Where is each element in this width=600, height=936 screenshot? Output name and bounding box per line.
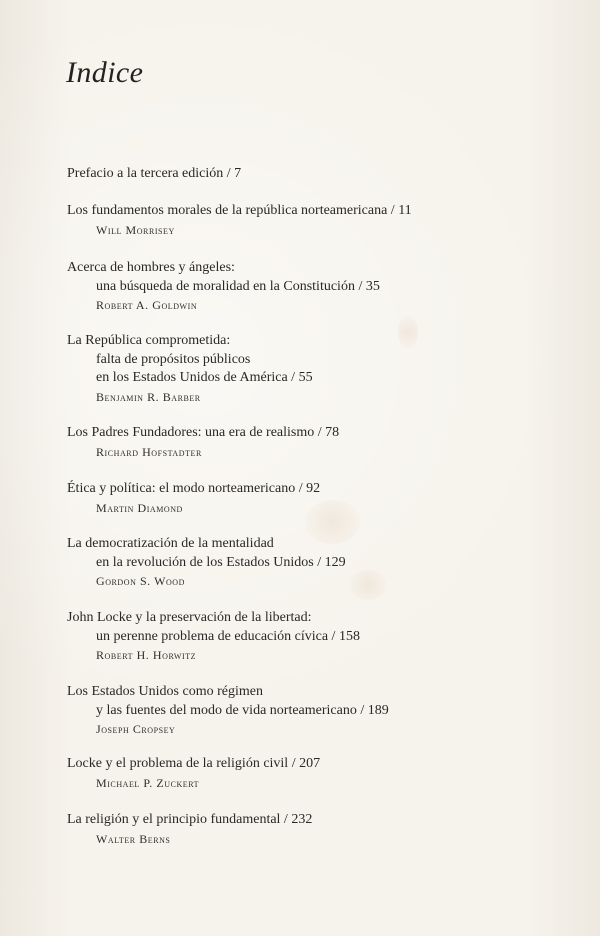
toc-author: Richard Hofstadter [96, 444, 202, 459]
toc-entry [67, 480, 567, 517]
toc-title-line: en la revolución de los Estados Unidos / 129 [96, 554, 346, 570]
toc-title-line: John Locke y la preservación de la libertad: [67, 610, 312, 625]
toc-author: Walter Berns [96, 831, 171, 846]
toc-entry [67, 259, 567, 315]
toc-author: Will Morrisey [96, 222, 175, 237]
toc-title-line: un perenne problema de educación cívica / 158 [96, 628, 360, 644]
toc-title-line: Locke y el problema de la religión civil / 207 [67, 756, 321, 771]
toc-title-line: Los Estados Unidos como régimen [67, 684, 263, 699]
toc-title-line: una búsqueda de moralidad en la Constitución / 35 [96, 278, 380, 294]
toc-entry [67, 683, 567, 739]
toc-entry [67, 332, 567, 406]
toc-title-line: Prefacio a la tercera edición / 7 [67, 166, 242, 181]
toc-entry [67, 202, 567, 239]
toc-title-line: La religión y el principio fundamental / 232 [67, 812, 313, 827]
toc-title-line: Acerca de hombres y ángeles: [67, 260, 235, 275]
toc-title-line: en los Estados Unidos de América / 55 [96, 370, 313, 385]
toc-author: Martin Diamond [96, 500, 183, 515]
toc-entry [67, 609, 567, 665]
toc-entry [67, 811, 567, 848]
toc-author: Robert H. Horwitz [96, 648, 197, 662]
toc-author: Robert A. Goldwin [96, 298, 198, 312]
page-title: Indice [66, 56, 144, 89]
toc-entry [67, 755, 567, 792]
toc-author: Joseph Cropsey [96, 722, 176, 736]
toc-author: Michael P. Zuckert [96, 775, 200, 790]
toc-title-line: Los Padres Fundadores: una era de realismo / 78 [67, 425, 340, 440]
toc-title-line: falta de propósitos públicos [96, 351, 251, 367]
toc-author: Benjamin R. Barber [96, 389, 201, 404]
toc-title-line: y las fuentes del modo de vida norteamericano / 189 [96, 702, 389, 718]
toc-title-line: La democratización de la mentalidad [67, 536, 274, 551]
toc-title-line: Ética y política: el modo norteamericano / 92 [67, 481, 321, 496]
toc-title-line: Los fundamentos morales de la república norteamericana / 11 [67, 203, 412, 218]
toc-author: Gordon S. Wood [96, 574, 185, 588]
toc-entry [67, 535, 567, 591]
toc-entry [67, 424, 567, 461]
toc-title-line: La República comprometida: [67, 333, 231, 348]
toc-entry [67, 165, 567, 184]
